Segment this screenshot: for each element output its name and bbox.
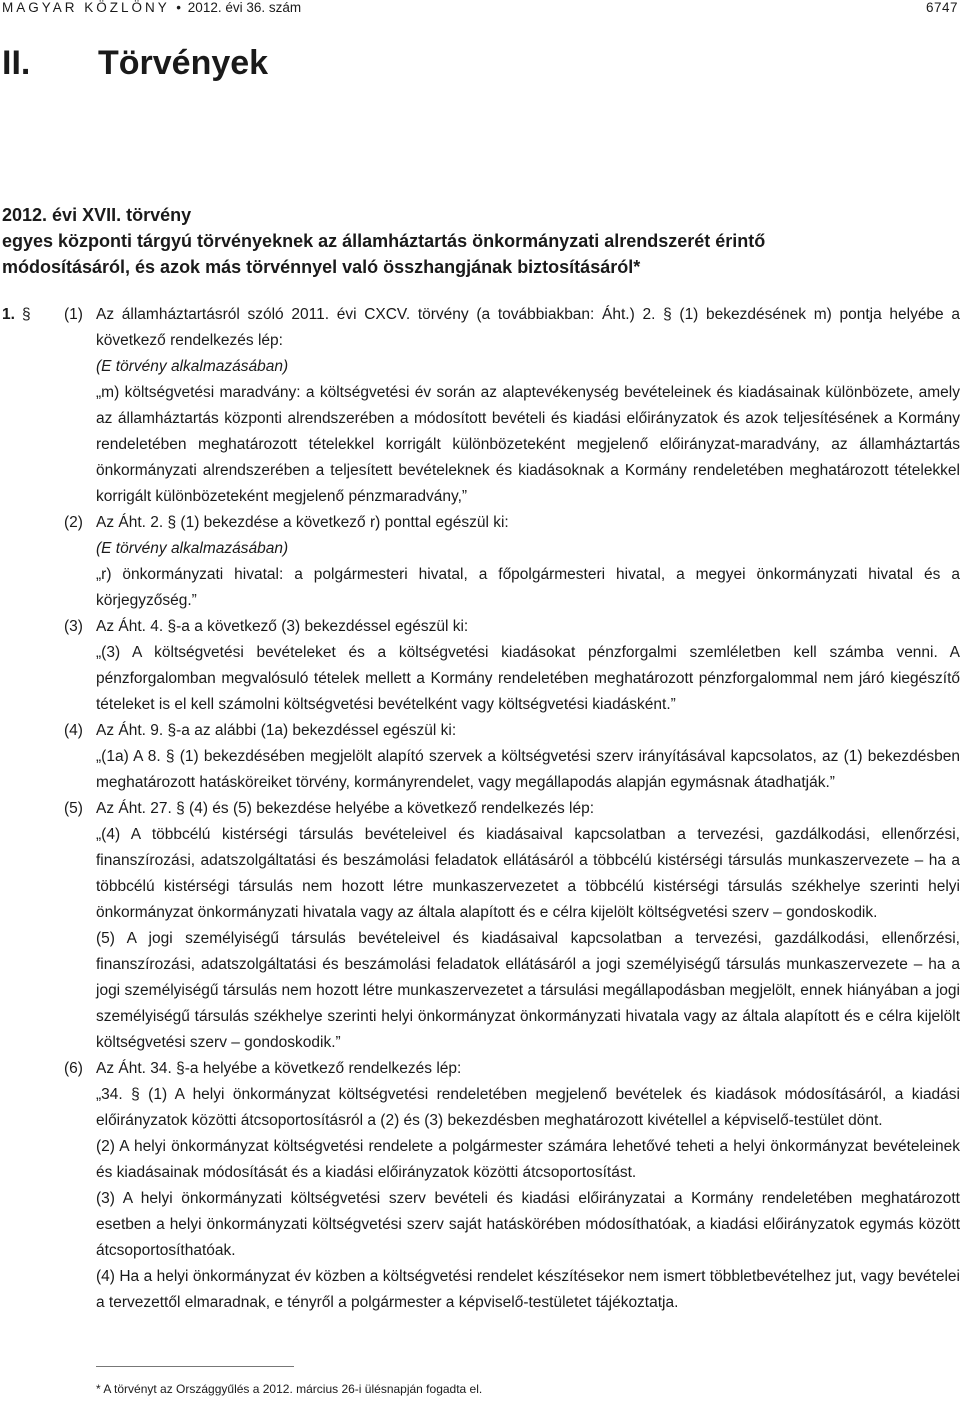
paragraph-text: Az Áht. 27. § (4) és (5) bekezdése helyébe a következő rendelkezés lép: <box>96 800 595 817</box>
paragraph-number: (3) <box>64 618 83 635</box>
paragraph-number: (6) <box>64 1060 83 1077</box>
paragraph-number: (2) <box>64 514 83 531</box>
footnote: * A törvényt az Országgyűlés a 2012. március 26-i ülésnapján fogadta el. <box>96 1382 483 1396</box>
quoted-provision: „(4) A többcélú kistérségi társulás bevételeivel és kiadásaival kapcsolatban a tervezési, gazdálkodási, ellenőrzési, finanszírozási, adatszolgáltatási és beszámolási feladatok ellátásáról a többcélú kistérségi társulás munkaszervezete – ha a többcélú kistérségi társulás nem hozott létre munkaszervezetet a többcélú kistérségi társulás székhelye szerinti helyi önkormányzat önkormányzati hivatala vagy az általa alapított és e célra kijelölt költségvetési szerv – gondoskodik. <box>96 826 960 921</box>
footnote-divider <box>96 1366 294 1367</box>
section-number: 1. <box>2 306 15 323</box>
header-bullet: • <box>176 0 182 15</box>
paragraph-text: Az Áht. 34. §-a helyébe a következő rendelkezés lép: <box>96 1060 462 1077</box>
paragraph-text: Az Áht. 2. § (1) bekezdése a következő r) ponttal egészül ki: <box>96 514 509 531</box>
paragraph-2 <box>0 510 960 536</box>
paragraph-4 <box>0 718 960 744</box>
quoted-provision: (5) A jogi személyiségű társulás bevételeivel és kiadásaival kapcsolatban a tervezési, gazdálkodási, ellenőrzési, finanszírozási, adatszolgáltatási és beszámolási feladatok ellátásáról a jogi személyiségű társulás munkaszervezete – ha a jogi személyiségű társulás nem hozott létre munkaszervezetet a társulási megállapodásban megjelölt, ennek hiányában a jogi személyiségű társulás székhelye szerinti helyi önkormányzat önkormányzati hivatala vagy az általa alapított és e célra kijelölt költségvetési szerv – gondoskodik.” <box>96 930 960 1051</box>
law-title-line1: egyes központi tárgyú törvényeknek az államháztartás önkormányzati alrendszerét érintő <box>2 231 766 251</box>
page-number: 6747 <box>925 0 958 15</box>
chapter-number: II. <box>2 44 31 82</box>
paragraph-number: (1) <box>64 306 83 323</box>
chapter-title: Törvények <box>98 44 269 82</box>
section-mark: § <box>22 306 31 323</box>
paragraph-text: Az Áht. 9. §-a az alábbi (1a) bekezdéssel egészül ki: <box>96 722 457 739</box>
quoted-provision: „(1a) A 8. § (1) bekezdésében megjelölt alapító szervek a költségvetési szerv irányításával kapcsolatos, az (1) bekezdésben meghatározott hatásköreiket törvény, kormányrendelet, vagy megállapodás alapján egymásnak átadhatják.” <box>96 748 960 791</box>
issue-number: 2012. évi 36. szám <box>187 0 302 15</box>
context-note: (E törvény alkalmazásában) <box>96 540 289 557</box>
context-note: (E törvény alkalmazásában) <box>96 358 289 375</box>
quoted-provision: (2) A helyi önkormányzat költségvetési rendelete a polgármester számára lehetővé teheti a helyi önkormányzat bevételeinek és kiadásainak módosítását és a kiadási előirányzatok közötti átcsoportosítást. <box>96 1138 960 1181</box>
paragraph-number: (4) <box>64 722 83 739</box>
quoted-provision: „(3) A költségvetési bevételeket és a költségvetési kiadásokat pénzforgalmi szemléletben kell számba venni. A pénzforgalomban megvalósuló tételek mellett a Kormány rendeletében meghatározott pénzforgalommal nem járó kiegészítő tételeket is el kell számolni költségvetési bevételként vagy költségvetési kiadásként.” <box>96 644 960 713</box>
quoted-provision: (4) Ha a helyi önkormányzat év közben a költségvetési rendelet készítésekor nem ismert többletbevételhez jut, vagy bevételei a tervezettől elmaradnak, e tényről a polgármester a képviselő-testületet tájékoztatja. <box>96 1268 960 1311</box>
quoted-provision: „34. § (1) A helyi önkormányzat költségvetési rendeletében megjelenő bevételek és kiadások módosításáról, a kiadási előirányzatok közötti átcsoportosításról a (2) és (3) bekezdésben meghatározott kivétellel a képviselő-testület dönt. <box>96 1086 960 1129</box>
journal-name: MAGYAR KÖZLÖNY <box>2 0 170 15</box>
paragraph-text: Az államháztartásról szóló 2011. évi CXCV. törvény (a továbbiakban: Áht.) 2. § (1) bekezdésének m) pontja helyébe a következő rendelkezés lép: <box>96 306 960 349</box>
paragraph-3 <box>0 614 960 640</box>
running-header <box>0 0 960 14</box>
law-body <box>0 302 960 1316</box>
quoted-provision: „m) költségvetési maradvány: a költségvetési év során az alaptevékenység bevételeinek és kiadásainak különbözete, amely az államháztartás központi alrendszerében a módosított bevételi és kiadási előirányzatok és azok teljesítésének a Kormány rendeletében meghatározott tételekkel korrigált különbözeteként megjelenő előirányzat-maradvány, az államháztartás önkormányzati alrendszerében a teljesített bevételeknek és kiadásoknak a Kormány rendeletében meghatározott tételekkel korrigált különbözeteként megjelenő pénzmaradvány,” <box>96 384 960 505</box>
paragraph-6 <box>0 1056 960 1082</box>
paragraph-number: (5) <box>64 800 83 817</box>
law-heading <box>2 202 958 280</box>
quoted-provision: „r) önkormányzati hivatal: a polgármesteri hivatal, a főpolgármesteri hivatal, a megyei önkormányzati hivatal és a körjegyzőség.” <box>96 566 960 609</box>
paragraph-5 <box>0 796 960 822</box>
quoted-provision: (3) A helyi önkormányzati költségvetési szerv bevételi és kiadási előirányzatai a Kormány rendeletében meghatározott esetben a helyi önkormányzati költségvetési szerv saját hatáskörében módosíthatóak, a kiadási előirányzatok egymás között átcsoportosíthatóak. <box>96 1190 960 1259</box>
law-id: 2012. évi XVII. törvény <box>2 205 192 225</box>
paragraph-1 <box>0 302 960 354</box>
paragraph-text: Az Áht. 4. §-a a következő (3) bekezdéssel egészül ki: <box>96 618 469 635</box>
header-left <box>2 0 301 15</box>
chapter-heading <box>2 44 269 83</box>
law-title-line2: módosításáról, és azok más törvénnyel való összhangjának biztosításáról* <box>2 257 641 277</box>
